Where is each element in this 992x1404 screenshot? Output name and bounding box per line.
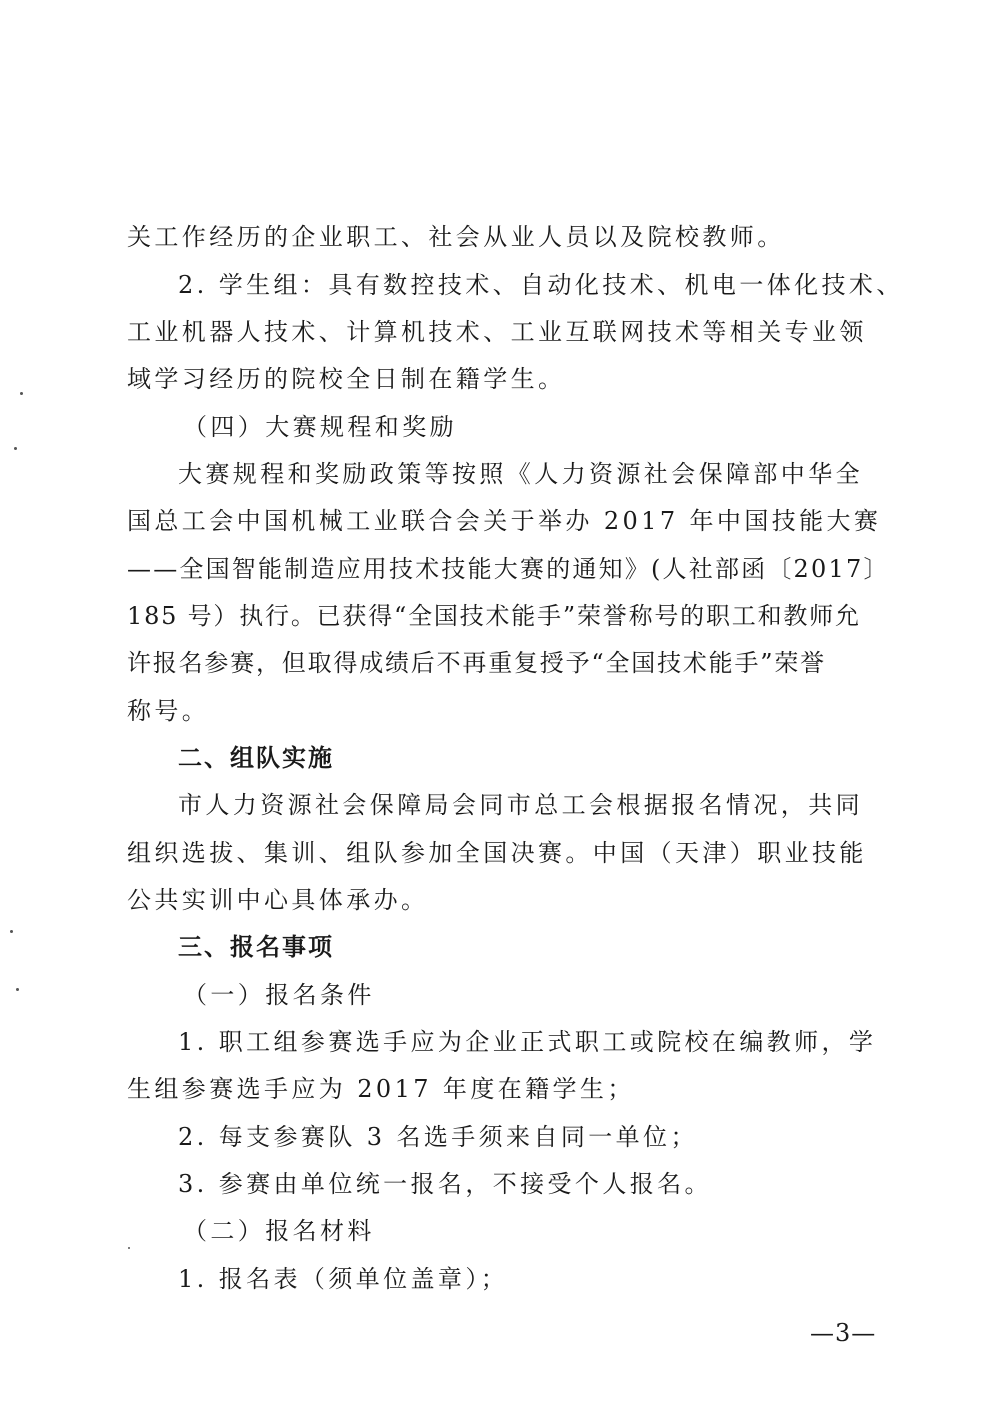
paragraph-line: 市人力资源社会保障局会同市总工会根据报名情况，共同	[178, 791, 863, 819]
paragraph-line: 关工作经历的企业职工、社会从业人员以及院校教师。	[127, 223, 785, 251]
subheading-registration-materials: （二）报名材料	[183, 1217, 375, 1245]
paragraph-line: 大赛规程和奖励政策等按照《人力资源社会保障部中华全	[178, 460, 863, 488]
list-item-student-group: 2. 学生组：具有数控技术、自动化技术、机电一体化技术、	[178, 271, 904, 299]
scan-speck	[16, 988, 19, 991]
paragraph-line: 国总工会中国机械工业联合会关于举办 2017 年中国技能大赛	[127, 507, 882, 535]
scan-speck	[128, 1247, 130, 1249]
section-heading-team-implementation: 二、组队实施	[178, 744, 334, 772]
paragraph-line: 称号。	[127, 697, 210, 725]
scan-speck	[20, 392, 23, 395]
paragraph-line: 工业机器人技术、计算机技术、工业互联网技术等相关专业领	[127, 318, 867, 346]
scan-speck	[10, 930, 13, 933]
paragraph-line: 公共实训中心具体承办。	[127, 886, 429, 914]
list-item-material-1: 1. 报名表（须单位盖章）；	[178, 1265, 509, 1293]
paragraph-line: ——全国智能制造应用技术技能大赛的通知》(人社部函〔2017〕	[127, 555, 890, 583]
paragraph-line: 生组参赛选手应为 2017 年度在籍学生；	[127, 1075, 635, 1103]
subheading-registration-conditions: （一）报名条件	[183, 981, 375, 1009]
list-item-condition-3: 3. 参赛由单位统一报名，不接受个人报名。	[178, 1170, 712, 1198]
list-item-condition-2: 2. 每支参赛队 3 名选手须来自同一单位；	[178, 1123, 698, 1151]
paragraph-line: 组织选拔、集训、组队参加全国决赛。中国（天津）职业技能	[127, 839, 867, 867]
page-number: —3—	[810, 1319, 877, 1347]
paragraph-line: 许报名参赛，但取得成绩后不再重复授予“全国技术能手”荣誉	[127, 649, 826, 677]
subheading-rules-rewards: （四）大赛规程和奖励	[183, 413, 457, 441]
scan-speck	[14, 447, 17, 450]
paragraph-line: 域学习经历的院校全日制在籍学生。	[127, 365, 566, 393]
paragraph-line: 185 号）执行。已获得“全国技术能手”荣誉称号的职工和教师允	[127, 602, 861, 630]
list-item-condition-1: 1. 职工组参赛选手应为企业正式职工或院校在编教师，学	[178, 1028, 877, 1056]
section-heading-registration: 三、报名事项	[178, 933, 334, 961]
